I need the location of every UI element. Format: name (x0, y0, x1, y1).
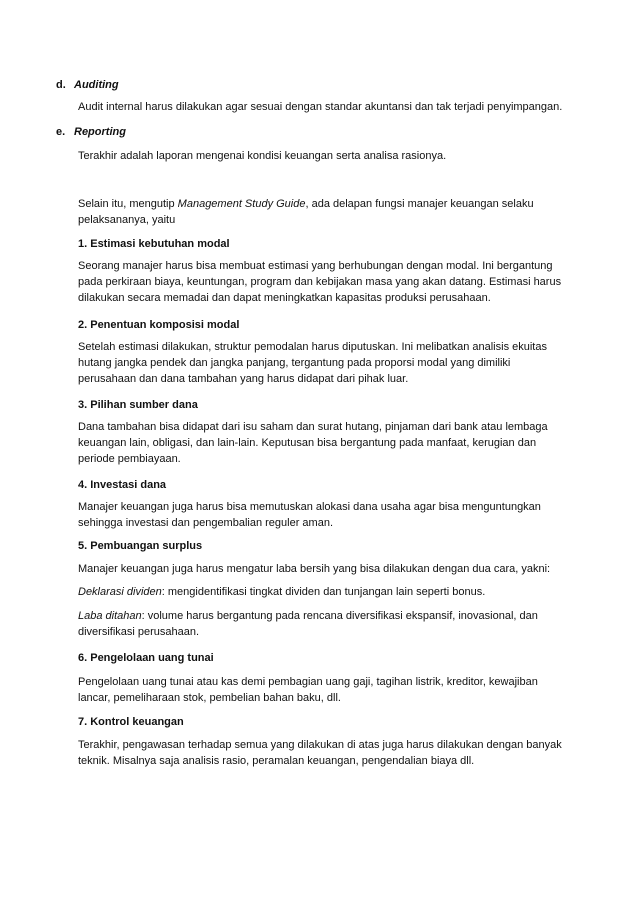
paragraph-text: Audit internal harus dilakukan agar sesuai dengan standar akuntansi dan tak terjadi penyimpangan. (78, 101, 563, 113)
item-title-1: 1. Estimasi kebutuhan modal (78, 238, 230, 250)
item-text-4 (78, 499, 568, 531)
item-title-2: 2. Penentuan komposisi modal (78, 319, 240, 331)
paragraph-auditing (78, 99, 568, 115)
intro-text (78, 196, 568, 228)
item-text-1 (78, 258, 568, 306)
paragraph-text: Dana tambahan bisa didapat dari isu saham dan surat hutang, pinjaman dari bank atau lembaga keuangan lain, obligasi, dan lain-lain. Keputusan bisa bergantung pada manfaat, kerugian dan periode pembiayaan. (78, 421, 548, 465)
definition-laba-ditahan (78, 608, 568, 640)
intro-after: , ada delapan fungsi manajer keuangan selaku pelaksananya, yaitu (78, 198, 534, 226)
item-title-6: 6. Pengelolaan uang tunai (78, 652, 214, 664)
definition-term: Deklarasi dividen (78, 586, 162, 598)
paragraph-text: Seorang manajer harus bisa membuat estimasi yang berhubungan dengan modal. Ini bergantung pada perkiraan biaya, keuntungan, program dan kebijakan masa yang akan datang. Estimasi harus dilakukan secara memadai dan dapat meningkatkan kapasitas produksi perusahaan. (78, 260, 562, 304)
intro-before: Selain itu, mengutip (78, 198, 178, 210)
item-title-4: 4. Investasi dana (78, 479, 167, 491)
definition-term: Laba ditahan (78, 610, 142, 622)
section-heading-auditing (56, 78, 119, 92)
definition-dividen (78, 584, 568, 600)
paragraph-intro (78, 196, 568, 228)
item-text-3 (78, 419, 568, 467)
item-text-6 (78, 674, 568, 706)
section-heading-reporting (56, 125, 126, 139)
item-text-7 (78, 737, 568, 769)
definition-text (78, 608, 568, 640)
definition-text (78, 584, 568, 600)
definition-desc: : mengidentifikasi tingkat dividen dan tunjangan lain seperti bonus. (161, 586, 486, 598)
item-title-3: 3. Pilihan sumber dana (78, 399, 198, 411)
paragraph-text: Manajer keuangan juga harus bisa memutuskan alokasi dana usaha agar bisa menguntungkan sehingga investasi dan pengembalian reguler aman. (78, 501, 541, 529)
section-letter: d. (56, 79, 66, 91)
item-title-7: 7. Kontrol keuangan (78, 716, 184, 728)
section-title: Reporting (74, 126, 126, 138)
section-letter: e. (56, 126, 66, 138)
paragraph-text: Terakhir adalah laporan mengenai kondisi keuangan serta analisa rasionya. (78, 150, 447, 162)
paragraph-text: Terakhir, pengawasan terhadap semua yang dilakukan di atas juga harus dilakukan dengan banyak teknik. Misalnya saja analisis rasio, peramalan keuangan, pengendalian biaya dll. (78, 739, 562, 767)
paragraph-text: Pengelolaan uang tunai atau kas demi pembagian uang gaji, tagihan listrik, kreditor, kewajiban lancar, pemeliharaan stok, pembelian bahan baku, dll. (78, 676, 538, 704)
paragraph-text: Setelah estimasi dilakukan, struktur pemodalan harus diputuskan. Ini melibatkan analisis ekuitas hutang jangka pendek dan jangka panjang, tergantung pada proporsi modal yang dimiliki perusahaan dan dana tambahan yang harus didapat dari pihak luar. (78, 341, 547, 385)
intro-source: Management Study Guide (177, 198, 306, 210)
item-text-2 (78, 339, 568, 387)
definition-desc: : volume harus bergantung pada rencana diversifikasi ekspansif, inovasional, dan diversifikasi perusahaan. (78, 610, 538, 638)
item-text-5 (78, 561, 568, 577)
item-title-5: 5. Pembuangan surplus (78, 540, 203, 552)
paragraph-reporting (78, 148, 568, 164)
section-title: Auditing (74, 79, 119, 91)
paragraph-text: Manajer keuangan juga harus mengatur laba bersih yang bisa dilakukan dengan dua cara, yakni: (78, 563, 551, 575)
